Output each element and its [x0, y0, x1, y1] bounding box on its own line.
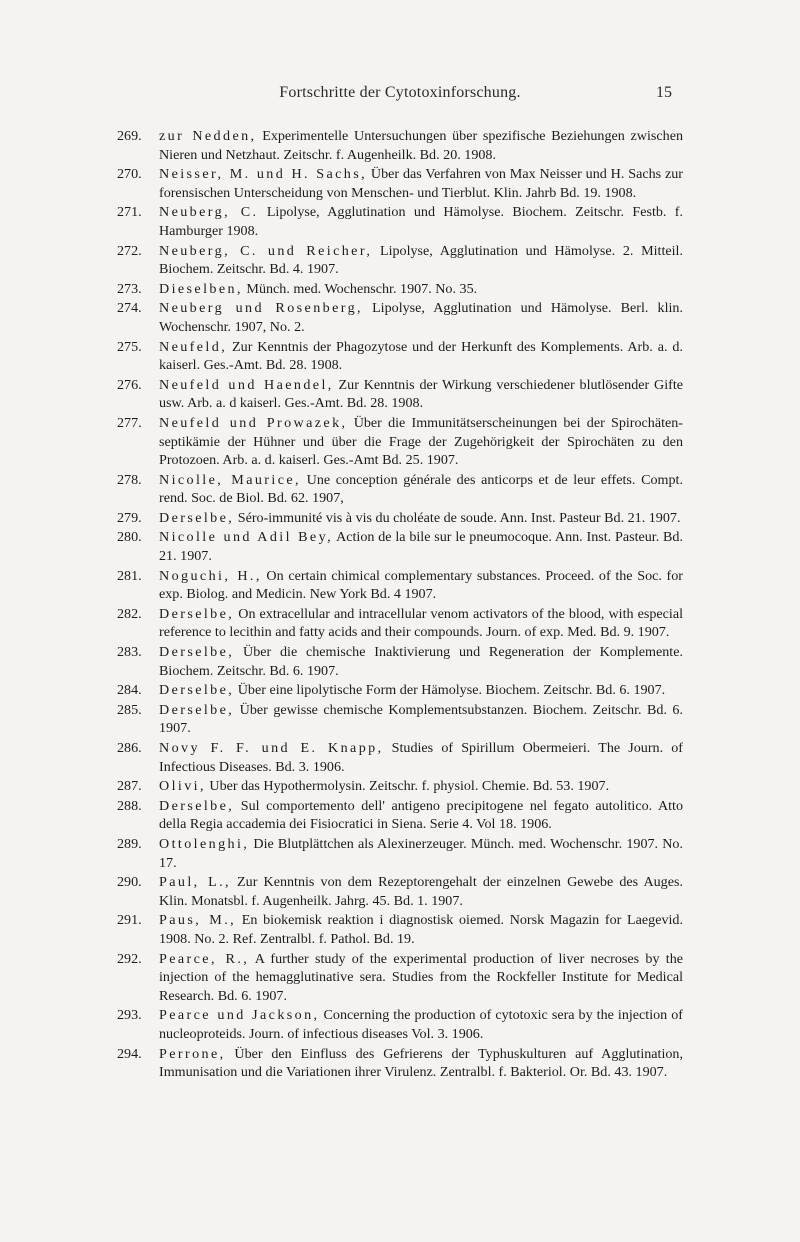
reference-number: 269. [117, 128, 142, 144]
reference-text: Séro-immunité vis à vis du choléate de soude. Ann. Inst. Pasteur Bd. 21. 1907. [234, 509, 681, 526]
reference-number: 284. [117, 682, 142, 699]
reference-author: Derselbe, [159, 509, 235, 526]
reference-entry [117, 338, 683, 375]
reference-author: Nicolle und Adil Bey, [159, 529, 334, 546]
reference-text: A further study of the experimental production of liver necroses by the injection of the hemagglutinative sera. Studies from the Rockfeller Institute for Medical Research. Bd. 6. 1907. [159, 950, 683, 1004]
reference-number: 274. [117, 300, 142, 317]
reference-number: 290. [117, 874, 142, 891]
reference-list [117, 127, 683, 1083]
reference-text: Uber das Hypothermolysin. Zeitschr. f. physiol. Chemie. Bd. 53. 1907. [205, 778, 610, 795]
reference-number: 286. [117, 740, 142, 756]
reference-entry [117, 528, 683, 565]
reference-entry [117, 911, 683, 948]
reference-entry [117, 873, 683, 910]
page-header [0, 84, 800, 108]
reference-text: Über den Einfluss des Gefrierens der Typhuskulturen auf Agglutination, Immunisation und die Variationen ihrer Virulenz. Zentralbl. f. Bakteriol. Or. Bd. 43. 1907. [159, 1045, 683, 1081]
reference-author: Novy F. F. und E. Knapp, [159, 740, 384, 756]
reference-text: Experimentelle Untersuchungen über spezifische Beziehungen zwischen Nieren und Netzhaut. Zeitschr. f. Augenheilk. Bd. 20. 1908. [159, 128, 683, 163]
reference-author: Dieselben, [159, 280, 243, 297]
reference-text: Une conception générale des anticorps et de leur effets. Compt. rend. Soc. de Biol. Bd. 62. 1907, [159, 471, 683, 507]
reference-entry [117, 835, 683, 872]
reference-number: 271. [117, 204, 142, 221]
reference-author: Noguchi, H., [159, 567, 262, 584]
reference-text: Zur Kenntnis der Phagozytose und der Herkunft des Komplements. Arb. a. d. kaiserl. Ges.-Amt. Bd. 28. 1908. [159, 338, 683, 374]
reference-number: 275. [117, 338, 142, 355]
reference-number: 287. [117, 778, 142, 795]
reference-author: Neufeld und Haendel, [159, 376, 334, 393]
reference-author: Pearce und Jackson, [159, 1007, 320, 1024]
reference-author: Neuberg und Rosenberg, [159, 300, 363, 317]
reference-text: Über das Verfahren von Max Neisser und H. Sachs zur forensischen Unterscheidung von Menschen- und Tierblut. Klin. Jahrb Bd. 19. 1908. [159, 166, 683, 201]
reference-text: Lipolyse, Agglutination und Hämolyse. Biochem. Zeitschr. Festb. f. Hamburger 1908. [159, 204, 684, 239]
reference-number: 278. [117, 471, 142, 488]
reference-author: Neuberg, C. und Reicher, [159, 242, 373, 259]
reference-text: On certain chimical complementary substances. Proceed. of the Soc. for exp. Biolog. and Medicin. New York Bd. 4 1907. [159, 567, 683, 603]
reference-entry [117, 299, 683, 336]
reference-entry [117, 605, 683, 642]
reference-text: Studies of Spirillum Obermeieri. The Journ. of Infectious Diseases. Bd. 3. 1906. [159, 740, 684, 775]
reference-entry [117, 165, 683, 202]
reference-number: 291. [117, 912, 142, 929]
reference-number: 293. [117, 1007, 142, 1024]
reference-entry [117, 1006, 683, 1043]
reference-text: Sul comportemento dell' antigeno precipitogene nel fegato autolitico. Atto della Regia accademia dei Fisiocratici in Siena. Serie 4. Vol 18. 1906. [159, 797, 683, 833]
reference-number: 294. [117, 1045, 142, 1062]
reference-number: 292. [117, 950, 142, 967]
reference-entry [117, 414, 683, 470]
reference-number: 279. [117, 509, 142, 526]
reference-author: Paus, M., [159, 912, 237, 929]
reference-author: Derselbe, [159, 797, 235, 814]
reference-author: Derselbe, [159, 701, 235, 718]
reference-text: Die Blutplättchen als Alexinerzeuger. Münch. med. Wochenschr. 1907. No. 17. [159, 835, 683, 871]
reference-text: On extracellular and intracellular venom activators of the blood, with especial reference to lecithin and fatty acids and their compounds. Journ. of exp. Med. Bd. 9. 1907. [159, 605, 683, 641]
reference-author: Olivi, [159, 778, 206, 795]
reference-text: Zur Kenntnis der Wirkung verschiedener blutlösender Gifte usw. Arb. a. d kaiserl. Ges.-Amt. Bd. 28. 1908. [159, 376, 683, 412]
reference-text: Lipolyse, Agglutination und Hämolyse. Berl. klin. Wochenschr. 1907, No. 2. [159, 300, 683, 335]
reference-number: 288. [117, 797, 142, 814]
running-title: Fortschritte der Cytotoxinforschung. [279, 84, 521, 101]
reference-entry [117, 950, 683, 1006]
reference-number: 283. [117, 644, 142, 661]
reference-entry [117, 376, 683, 413]
reference-number: 270. [117, 166, 142, 183]
reference-author: Neisser, M. und H. Sachs, [159, 166, 368, 183]
reference-number: 281. [117, 567, 142, 584]
reference-entry [117, 471, 683, 508]
reference-number: 272. [117, 242, 142, 259]
page-number: 15 [656, 84, 672, 101]
reference-author: Neuberg, C. [159, 204, 259, 221]
reference-number: 273. [117, 280, 142, 297]
reference-entry [117, 777, 683, 796]
reference-author: Derselbe, [159, 605, 235, 622]
reference-entry [117, 739, 683, 776]
reference-text: Über gewisse chemische Komplementsubstanzen. Biochem. Zeitschr. Bd. 6. 1907. [159, 701, 683, 737]
reference-author: Paul, L., [159, 874, 231, 891]
reference-text: Münch. med. Wochenschr. 1907. No. 35. [242, 280, 478, 297]
reference-text: En biokemisk reaktion i diagnostisk oiemed. Norsk Magazin for Laegevid. 1908. No. 2. Ref. Zentralbl. f. Pathol. Bd. 19. [159, 912, 683, 947]
reference-author: Nicolle, Maurice, [159, 471, 301, 488]
reference-text: Concerning the production of cytotoxic sera by the injection of nucleoproteids. Journ. of infectious diseases Vol. 3. 1906. [159, 1007, 683, 1042]
reference-author: zur Nedden, [159, 128, 257, 144]
reference-text: Action de la bile sur le pneumocoque. Ann. Inst. Pasteur. Bd. 21. 1907. [159, 529, 683, 565]
reference-number: 276. [117, 376, 142, 393]
reference-author: Derselbe, [159, 682, 235, 699]
reference-entry [117, 797, 683, 834]
reference-author: Derselbe, [159, 644, 235, 661]
reference-number: 282. [117, 605, 142, 622]
reference-text: Über die chemische Inaktivierung und Regeneration der Komplemente. Biochem. Zeitschr. Bd. 6. 1907. [159, 644, 683, 679]
reference-entry [117, 643, 683, 680]
reference-number: 280. [117, 529, 142, 546]
reference-entry [117, 701, 683, 738]
reference-number: 285. [117, 701, 142, 718]
reference-entry [117, 509, 683, 528]
reference-entry [117, 280, 683, 299]
reference-author: Pearce, R., [159, 950, 250, 967]
reference-entry [117, 1045, 683, 1082]
reference-author: Ottolenghi, [159, 835, 250, 852]
reference-text: Lipolyse, Agglutination und Hämolyse. 2. Mitteil. Biochem. Zeitschr. Bd. 4. 1907. [159, 242, 683, 278]
reference-entry [117, 203, 683, 240]
reference-number: 289. [117, 835, 142, 852]
reference-entry [117, 242, 683, 279]
reference-entry [117, 681, 683, 700]
reference-entry [117, 567, 683, 604]
reference-number: 277. [117, 414, 142, 431]
reference-author: Neufeld, [159, 338, 228, 355]
reference-text: Über die Immunitätserscheinungen bei der Spirochäten-septikämie der Hühner und über die Frage der Zugehörigkeit der Spirochäten zu den Protozoen. Arb. a. d. kaiserl. Ges.-Amt Bd. 25. 1907. [159, 414, 683, 469]
reference-author: Neufeld und Prowazek, [159, 414, 348, 431]
reference-author: Perrone, [159, 1045, 226, 1062]
reference-text: Zur Kenntnis von dem Rezeptorengehalt der einzelnen Gewebe des Auges. Klin. Monatsbl. f. Augenheilk. Jahrg. 45. Bd. 1. 1907. [159, 874, 683, 909]
reference-text: Über eine lipolytische Form der Hämolyse. Biochem. Zeitschr. Bd. 6. 1907. [234, 682, 666, 699]
reference-entry [117, 127, 683, 164]
